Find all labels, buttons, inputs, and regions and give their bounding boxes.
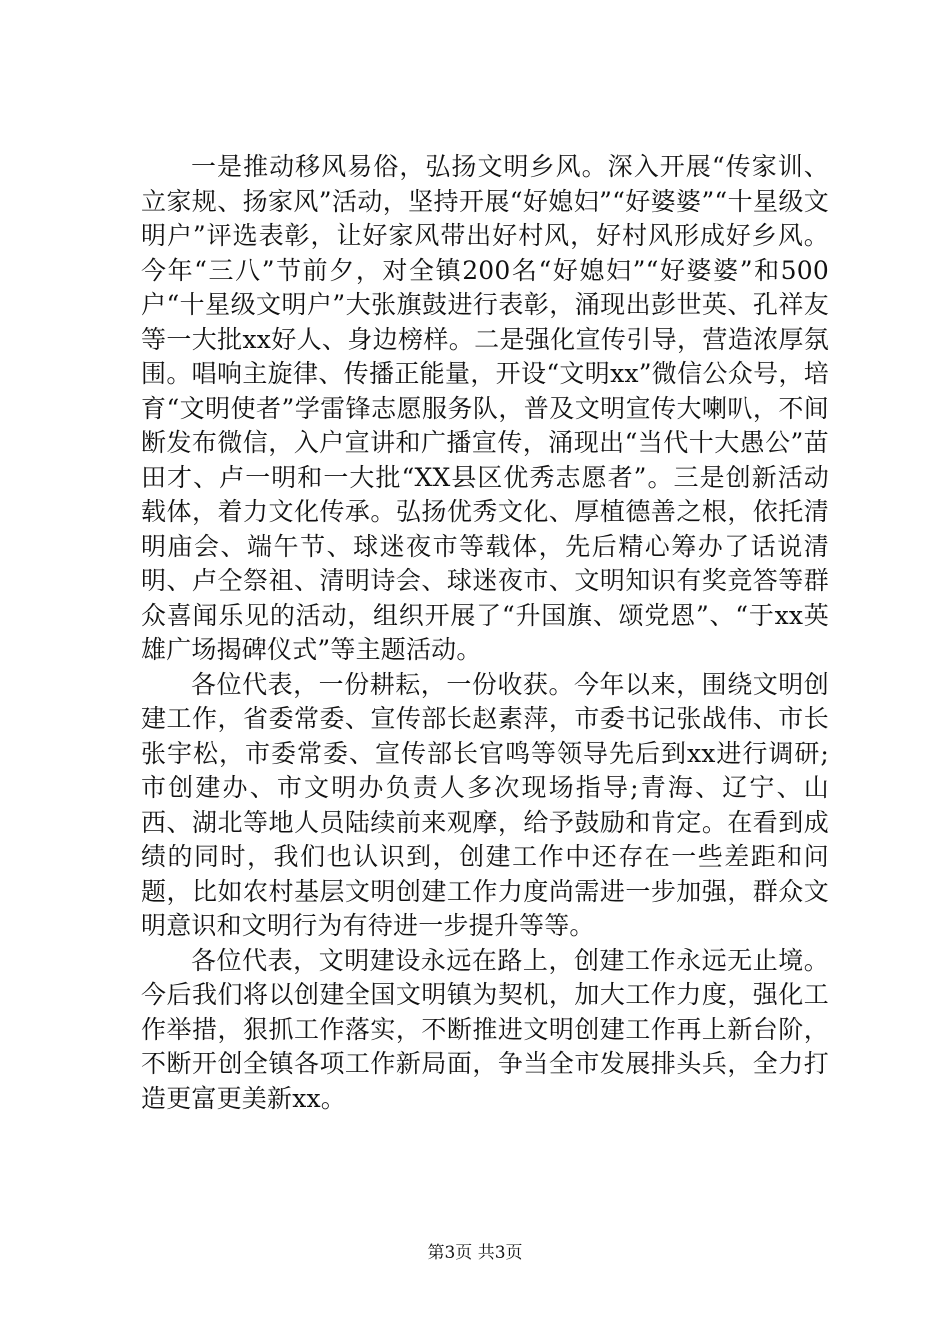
document-body (141, 150, 829, 1116)
paragraph-1: 一是推动移风易俗，弘扬文明乡风。深入开展“传家训、立家规、扬家风”活动，坚持开展“好媳妇”“好婆婆”“十星级文明户”评选表彰，让好家风带出好村风，好村风形成好乡风。今年“三八”节前夕，对全镇200名“好媳妇”“好婆婆”和500户“十星级文明户”大张旗鼓进行表彰，涌现出彭世英、孔祥友等一大批xx好人、身边榜样。二是强化宣传引导，营造浓厚氛围。唱响主旋律、传播正能量，开设“文明xx”微信公众号，培育“文明使者”学雷锋志愿服务队，普及文明宣传大喇叭，不间断发布微信，入户宣讲和广播宣传，涌现出“当代十大愚公”苗田才、卢一明和一大批“XX县区优秀志愿者”。三是创新活动载体，着力文化传承。弘扬优秀文化、厚植德善之根，依托清明庙会、端午节、球迷夜市等载体，先后精心筹办了话说清明、卢仝祭祖、清明诗会、球迷夜市、文明知识有奖竞答等群众喜闻乐见的活动，组织开展了“升国旗、颂党恩”、“于xx英雄广场揭碑仪式”等主题活动。 (141, 152, 829, 664)
paragraph-3: 各位代表，文明建设永远在路上，创建工作永远无止境。今后我们将以创建全国文明镇为契机，加大工作力度，强化工作举措，狠抓工作落实，不断推进文明创建工作再上新台阶，不断开创全镇各项工作新局面，争当全市发展排头兵，全力打造更富更美新xx。 (141, 945, 829, 1113)
page-footer: 第3页 共3页 (427, 1243, 523, 1263)
paragraph-2: 各位代表，一份耕耘，一份收获。今年以来，围绕文明创建工作，省委常委、宣传部长赵素萍，市委书记张战伟、市长张宇松，市委常委、宣传部长官鸣等领导先后到xx进行调研;市创建办、市文明办负责人多次现场指导;青海、辽宁、山西、湖北等地人员陆续前来观摩，给予鼓励和肯定。在看到成绩的同时，我们也认识到，创建工作中还存在一些差距和问题，比如农村基层文明创建工作力度尚需进一步加强，群众文明意识和文明行为有待进一步提升等等。 (141, 669, 829, 940)
